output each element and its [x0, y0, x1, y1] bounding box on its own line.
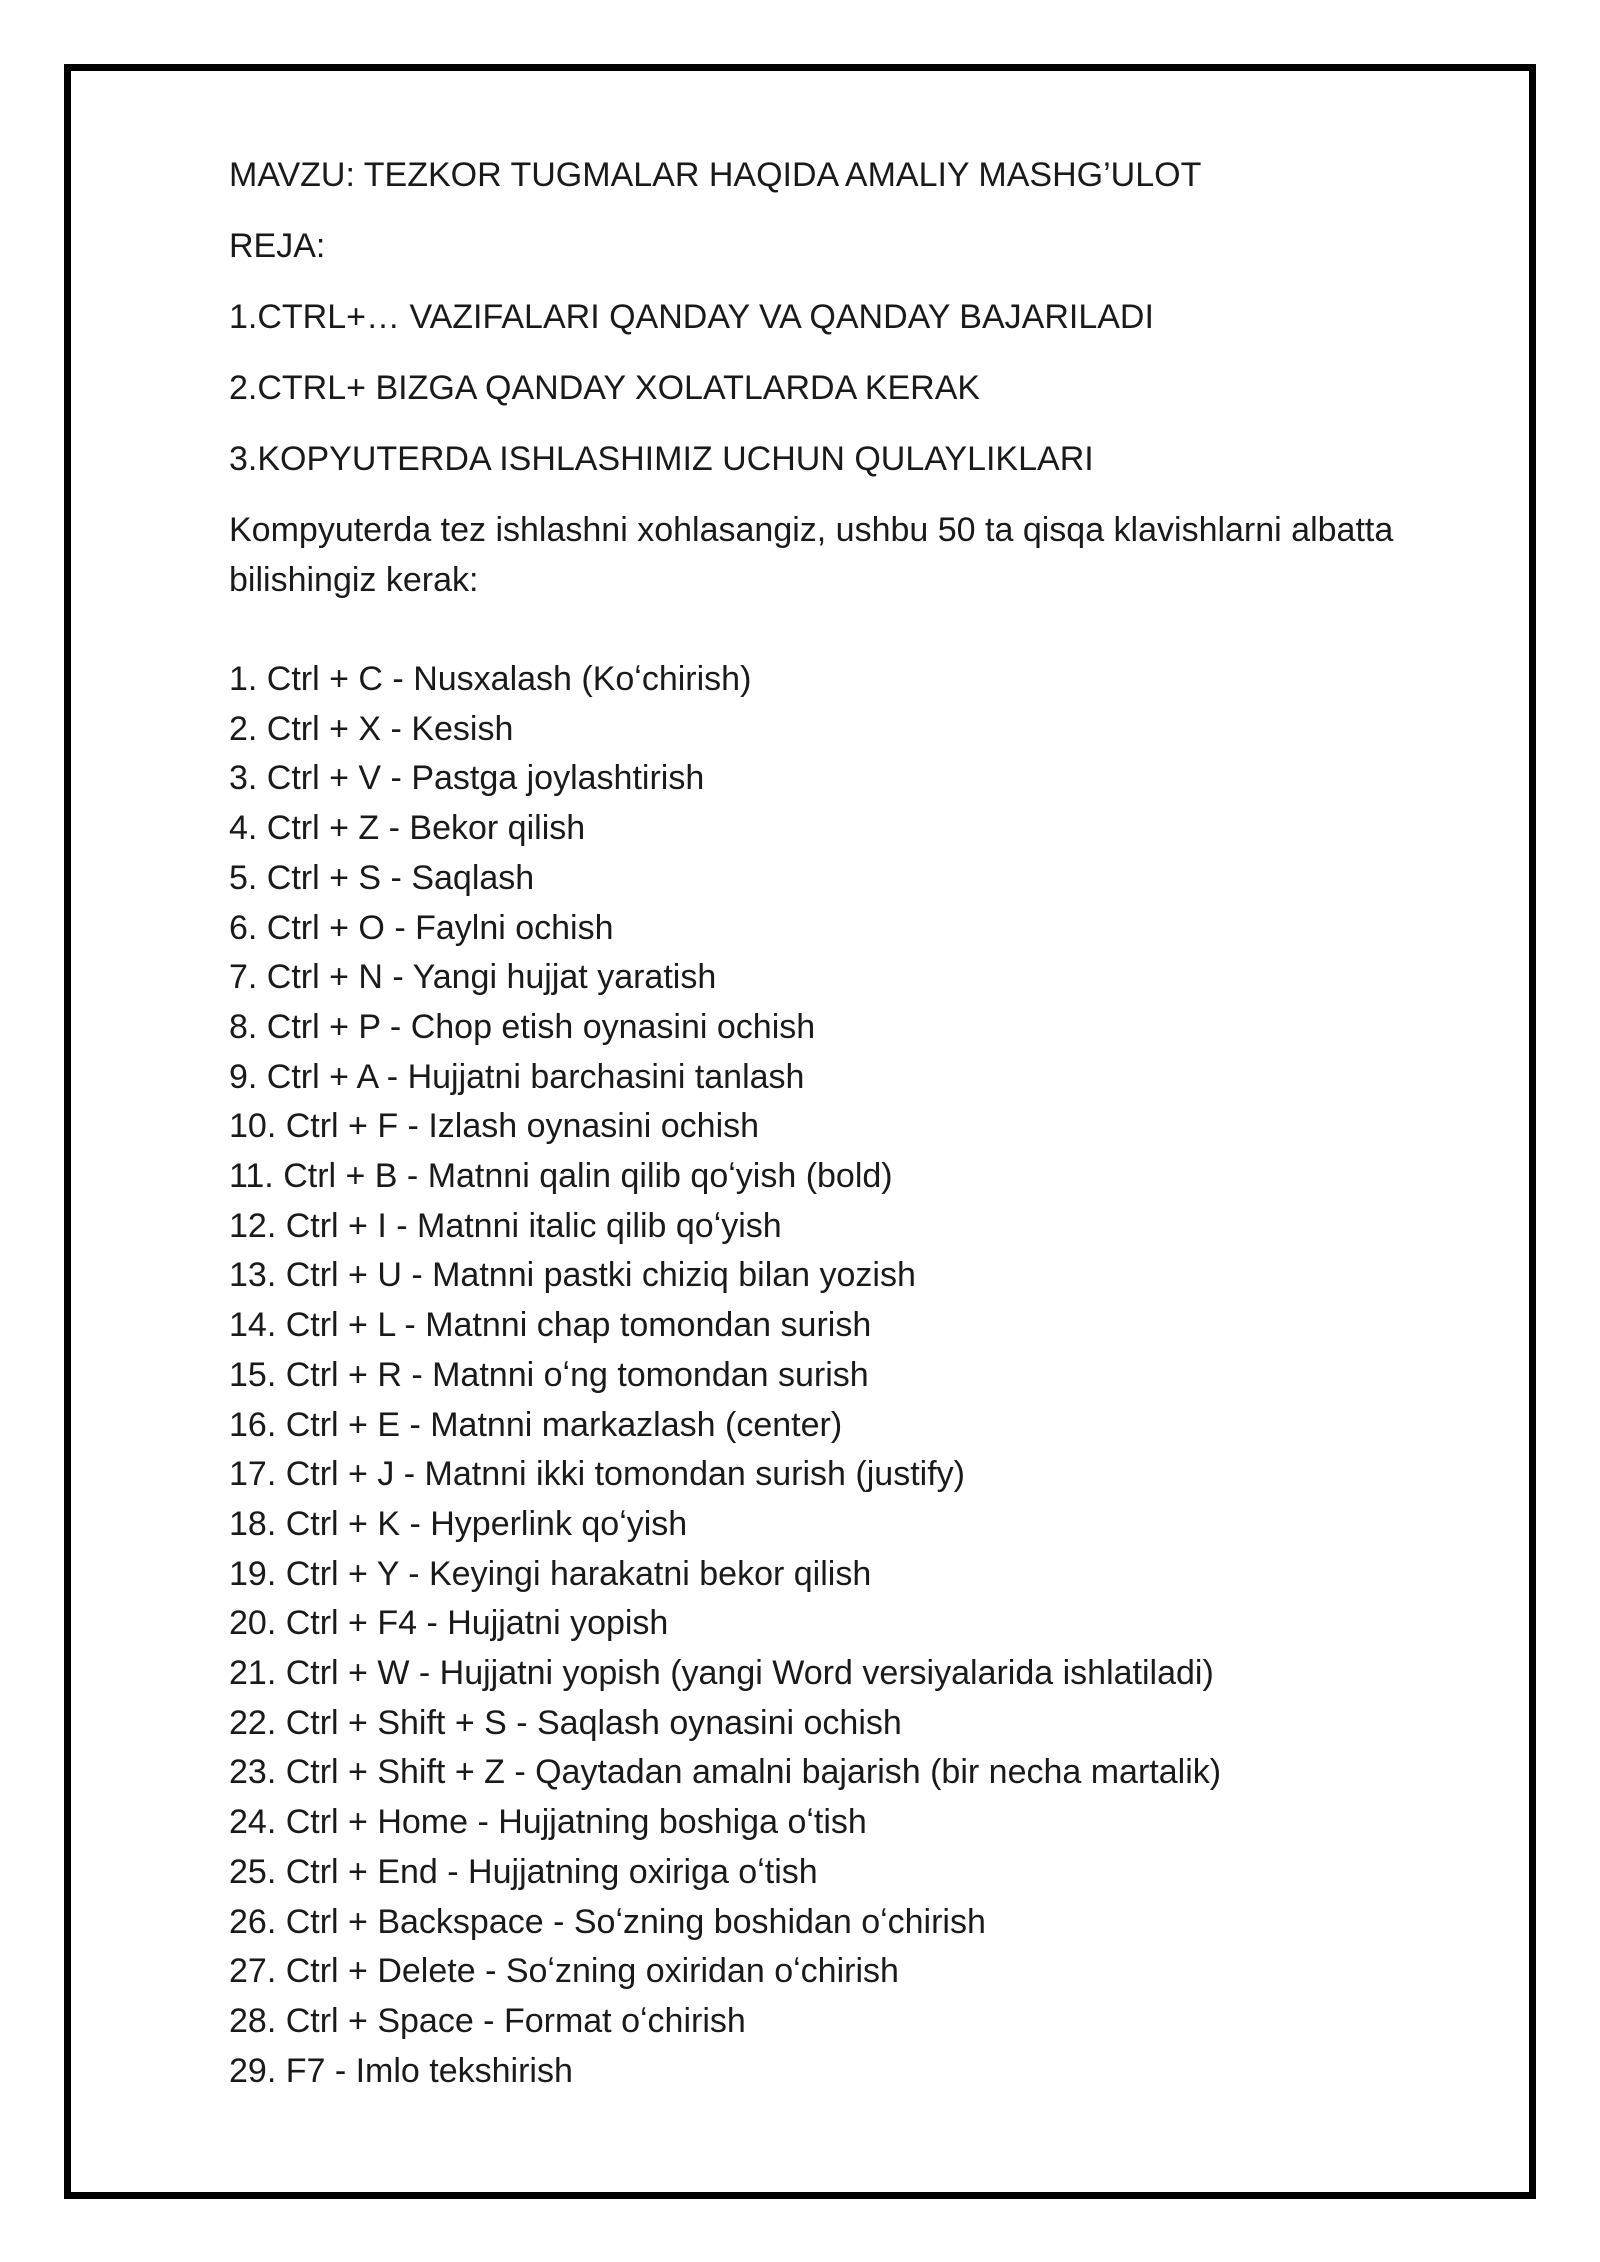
list-item: 28. Ctrl + Space - Format oʻchirish	[229, 2001, 746, 2040]
list-item: 18. Ctrl + K - Hyperlink qoʻyish	[229, 1504, 688, 1543]
list-item: 29. F7 - Imlo tekshirish	[229, 2051, 573, 2090]
plan-item-2: 2.CTRL+ BIZGA QANDAY XOLATLARDA KERAK	[229, 369, 981, 407]
list-item: 14. Ctrl + L - Matnni chap tomondan surish	[229, 1306, 872, 1345]
document-body	[229, 150, 1409, 2096]
list-item: 5. Ctrl + S - Saqlash	[229, 858, 535, 897]
list-item: 10. Ctrl + F - Izlash oynasini ochish	[229, 1107, 760, 1146]
list-item: 13. Ctrl + U - Matnni pastki chiziq bilan yozish	[229, 1256, 916, 1295]
list-item: 9. Ctrl + A - Hujjatni barchasini tanlash	[229, 1057, 805, 1096]
list-item: 11. Ctrl + B - Matnni qalin qilib qoʻyish (bold)	[229, 1157, 893, 1196]
list-item: 7. Ctrl + N - Yangi hujjat yaratish	[229, 958, 717, 997]
list-item: 2. Ctrl + X - Kesish	[229, 709, 514, 748]
list-item: 27. Ctrl + Delete - Soʻzning oxiridan oʻchirish	[229, 1952, 899, 1991]
list-item: 19. Ctrl + Y - Keyingi harakatni bekor qilish	[229, 1554, 872, 1593]
list-item: 23. Ctrl + Shift + Z - Qaytadan amalni bajarish (bir necha martalik)	[229, 1753, 1222, 1792]
list-item: 6. Ctrl + O - Faylni ochish	[229, 908, 614, 947]
list-item: 25. Ctrl + End - Hujjatning oxiriga oʻtish	[229, 1852, 818, 1891]
list-item: 21. Ctrl + W - Hujjatni yopish (yangi Word versiyalarida ishlatiladi)	[229, 1654, 1214, 1693]
list-item: 24. Ctrl + Home - Hujjatning boshiga oʻtish	[229, 1803, 867, 1842]
list-item: 8. Ctrl + P - Chop etish oynasini ochish	[229, 1007, 816, 1046]
plan-label: REJA:	[229, 227, 326, 265]
list-item: 1. Ctrl + C - Nusxalash (Koʻchirish)	[229, 660, 752, 698]
list-item: 3. Ctrl + V - Pastga joylashtirish	[229, 759, 705, 798]
shortcut-list	[229, 655, 1409, 2096]
list-item: 26. Ctrl + Backspace - Soʻzning boshidan oʻchirish	[229, 1902, 986, 1941]
list-item: 22. Ctrl + Shift + S - Saqlash oynasini ochish	[229, 1703, 902, 1742]
list-item: 16. Ctrl + E - Matnni markazlash (center)	[229, 1405, 843, 1444]
document-title: MAVZU: TEZKOR TUGMALAR HAQIDA AMALIY MASHG’ULOT	[229, 156, 1202, 194]
list-item: 15. Ctrl + R - Matnni oʻng tomondan surish	[229, 1355, 869, 1394]
list-item: 17. Ctrl + J - Matnni ikki tomondan surish (justify)	[229, 1455, 965, 1494]
intro-paragraph: Kompyuterda tez ishlashni xohlasangiz, ushbu 50 ta qisqa klavishlarni albatta bilishingiz kerak:	[229, 511, 1394, 599]
plan-item-1: 1.CTRL+… VAZIFALARI QANDAY VA QANDAY BAJARILADI	[229, 298, 1154, 336]
list-item: 4. Ctrl + Z - Bekor qilish	[229, 809, 586, 848]
list-item: 12. Ctrl + I - Matnni italic qilib qoʻyish	[229, 1206, 782, 1245]
list-item: 20. Ctrl + F4 - Hujjatni yopish	[229, 1604, 669, 1643]
plan-item-3: 3.KOPYUTERDA ISHLASHIMIZ UCHUN QULAYLIKLARI	[229, 440, 1094, 478]
